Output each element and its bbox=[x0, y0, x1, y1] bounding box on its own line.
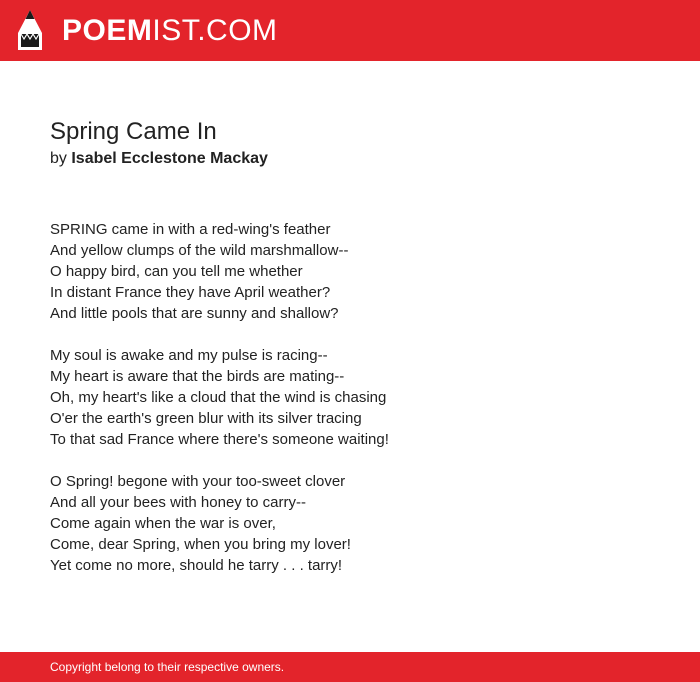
poem-line: O happy bird, can you tell me whether bbox=[50, 263, 303, 280]
site-footer bbox=[0, 652, 700, 682]
poem-line: And all your bees with honey to carry-- bbox=[50, 494, 306, 511]
poem-line: To that sad France where there's someone waiting! bbox=[50, 431, 389, 448]
poem-line: In distant France they have April weather? bbox=[50, 284, 331, 301]
site-header bbox=[0, 0, 700, 61]
poem-body bbox=[50, 219, 670, 597]
poem-line: Come again when the war is over, bbox=[50, 515, 276, 532]
poem-line: Yet come no more, should he tarry . . . tarry! bbox=[50, 557, 343, 574]
brand-bold-text: POEM bbox=[62, 14, 153, 47]
poem-line: My heart is aware that the birds are mating-- bbox=[50, 368, 345, 385]
poem-line: O'er the earth's green blur with its silver tracing bbox=[50, 410, 362, 427]
pencil-icon[interactable] bbox=[17, 9, 43, 51]
byline bbox=[50, 149, 268, 169]
poem-line: O Spring! begone with your too-sweet clover bbox=[50, 473, 346, 490]
poem-title: Spring Came In bbox=[50, 118, 217, 145]
poem-line: Oh, my heart's like a cloud that the wind is chasing bbox=[50, 389, 387, 406]
poem-line: Come, dear Spring, when you bring my lover! bbox=[50, 536, 351, 553]
stanza bbox=[50, 471, 670, 576]
poem-line: And yellow clumps of the wild marshmallow-- bbox=[50, 242, 349, 259]
brand-light-text: IST.COM bbox=[152, 14, 278, 47]
stanza bbox=[50, 219, 670, 324]
stanza bbox=[50, 345, 670, 450]
poem-line: And little pools that are sunny and shallow? bbox=[50, 305, 339, 322]
poem-line: My soul is awake and my pulse is racing-- bbox=[50, 347, 328, 364]
site-logo-text[interactable] bbox=[62, 14, 278, 48]
by-label: by bbox=[50, 150, 67, 167]
copyright-text: Copyright belong to their respective owners. bbox=[50, 660, 285, 674]
poem-line: SPRING came in with a red-wing's feather bbox=[50, 221, 331, 238]
author-name: Isabel Ecclestone Mackay bbox=[71, 150, 268, 167]
